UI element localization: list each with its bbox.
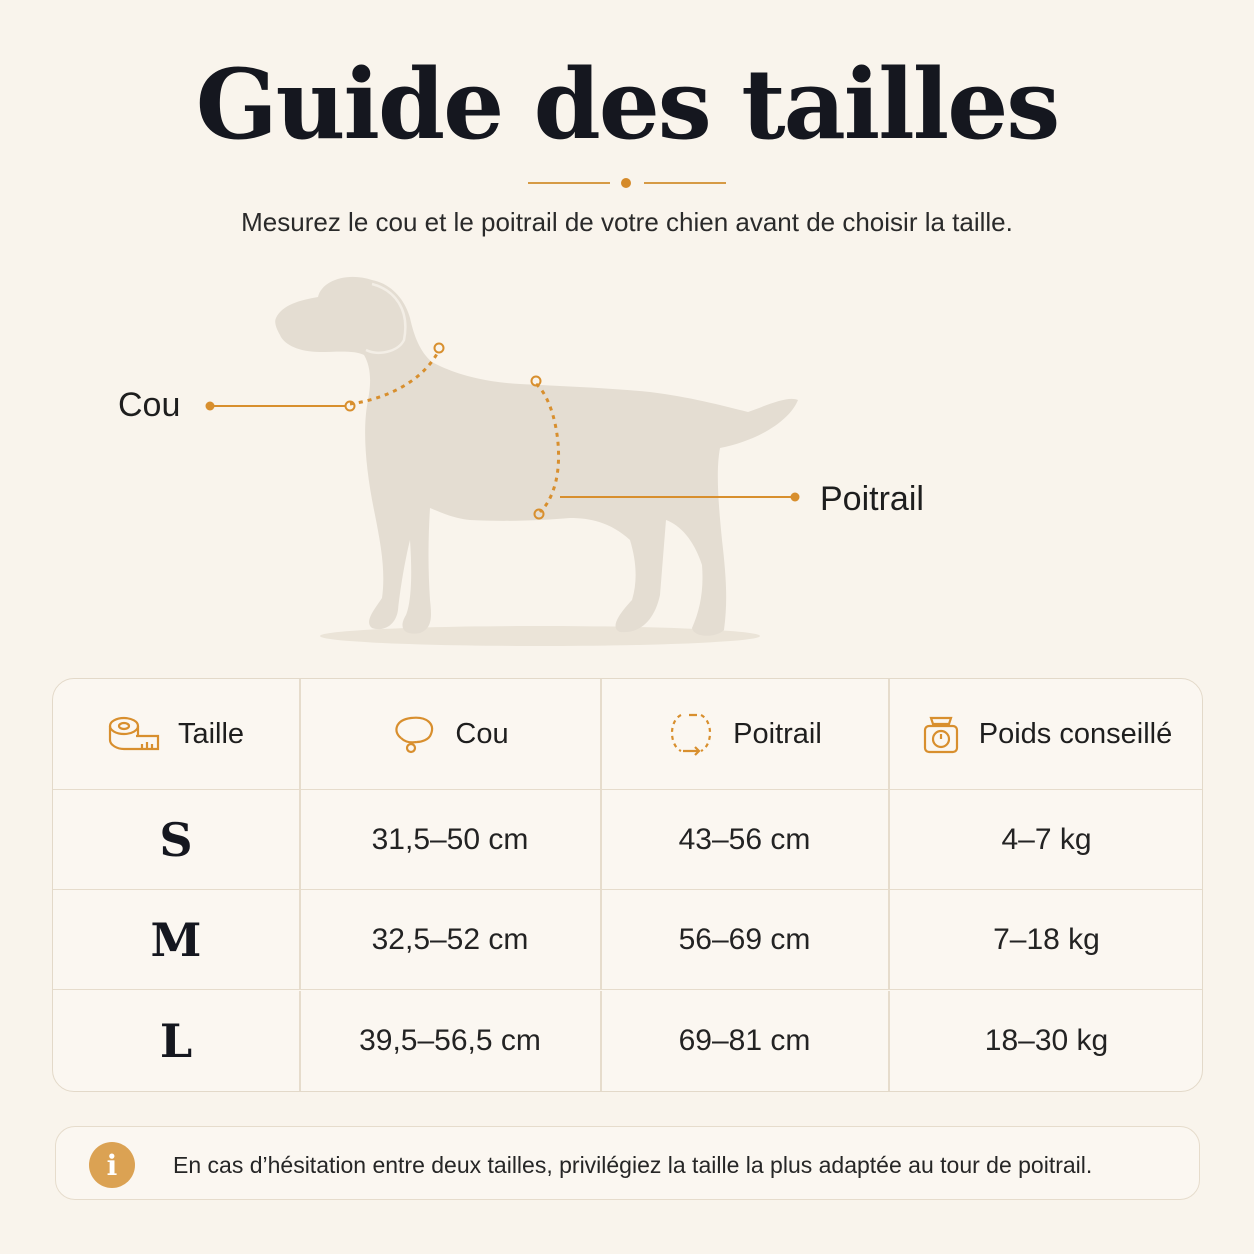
page-title: Guide des tailles — [195, 48, 1059, 161]
table-row — [53, 790, 1202, 890]
chest-measure-icon — [667, 711, 715, 757]
header-neck — [300, 679, 600, 789]
size-cell: M — [150, 912, 202, 967]
neck-cell: 31,5–50 cm — [371, 822, 529, 856]
info-note-text: En cas d’hésitation entre deux tailles, privilégiez la taille la plus adaptée au tour de poitrail. — [173, 1152, 1093, 1178]
weight-cell: 7–18 kg — [993, 922, 1100, 956]
neck-cell: 32,5–52 cm — [371, 922, 529, 956]
header-weight-label: Poids conseillé — [978, 717, 1173, 750]
subtitle: Mesurez le cou et le poitrail de votre chien avant de choisir la taille. — [241, 207, 1013, 237]
chest-cell: 56–69 cm — [678, 922, 811, 956]
size-cell: S — [159, 812, 193, 867]
scale-icon — [921, 714, 961, 754]
table-row — [53, 890, 1202, 990]
header-chest — [601, 679, 888, 789]
header-chest-label: Poitrail — [733, 717, 822, 750]
collar-icon — [391, 714, 437, 754]
chest-label: Poitrail — [820, 480, 924, 518]
title-divider — [528, 177, 726, 189]
tape-measure-icon — [108, 714, 160, 754]
info-note — [55, 1126, 1200, 1200]
neck-label: Cou — [118, 386, 181, 424]
dog-measurement-diagram — [0, 255, 1254, 655]
dog-silhouette — [275, 277, 798, 636]
table-row — [53, 991, 1202, 1091]
neck-cell: 39,5–56,5 cm — [359, 1024, 541, 1057]
chest-cell: 69–81 cm — [678, 1024, 811, 1057]
header-neck-label: Cou — [455, 717, 509, 750]
header-weight — [889, 679, 1203, 789]
table-header — [53, 679, 1202, 790]
info-icon: i — [89, 1142, 135, 1188]
header-size-label: Taille — [177, 717, 245, 750]
size-table — [52, 678, 1203, 1092]
neck-leader-line — [206, 402, 346, 411]
size-cell: L — [159, 1014, 193, 1068]
chest-cell: 43–56 cm — [678, 822, 811, 856]
weight-cell: 18–30 kg — [984, 1024, 1109, 1057]
header-size — [53, 679, 299, 789]
weight-cell: 4–7 kg — [1001, 822, 1092, 856]
